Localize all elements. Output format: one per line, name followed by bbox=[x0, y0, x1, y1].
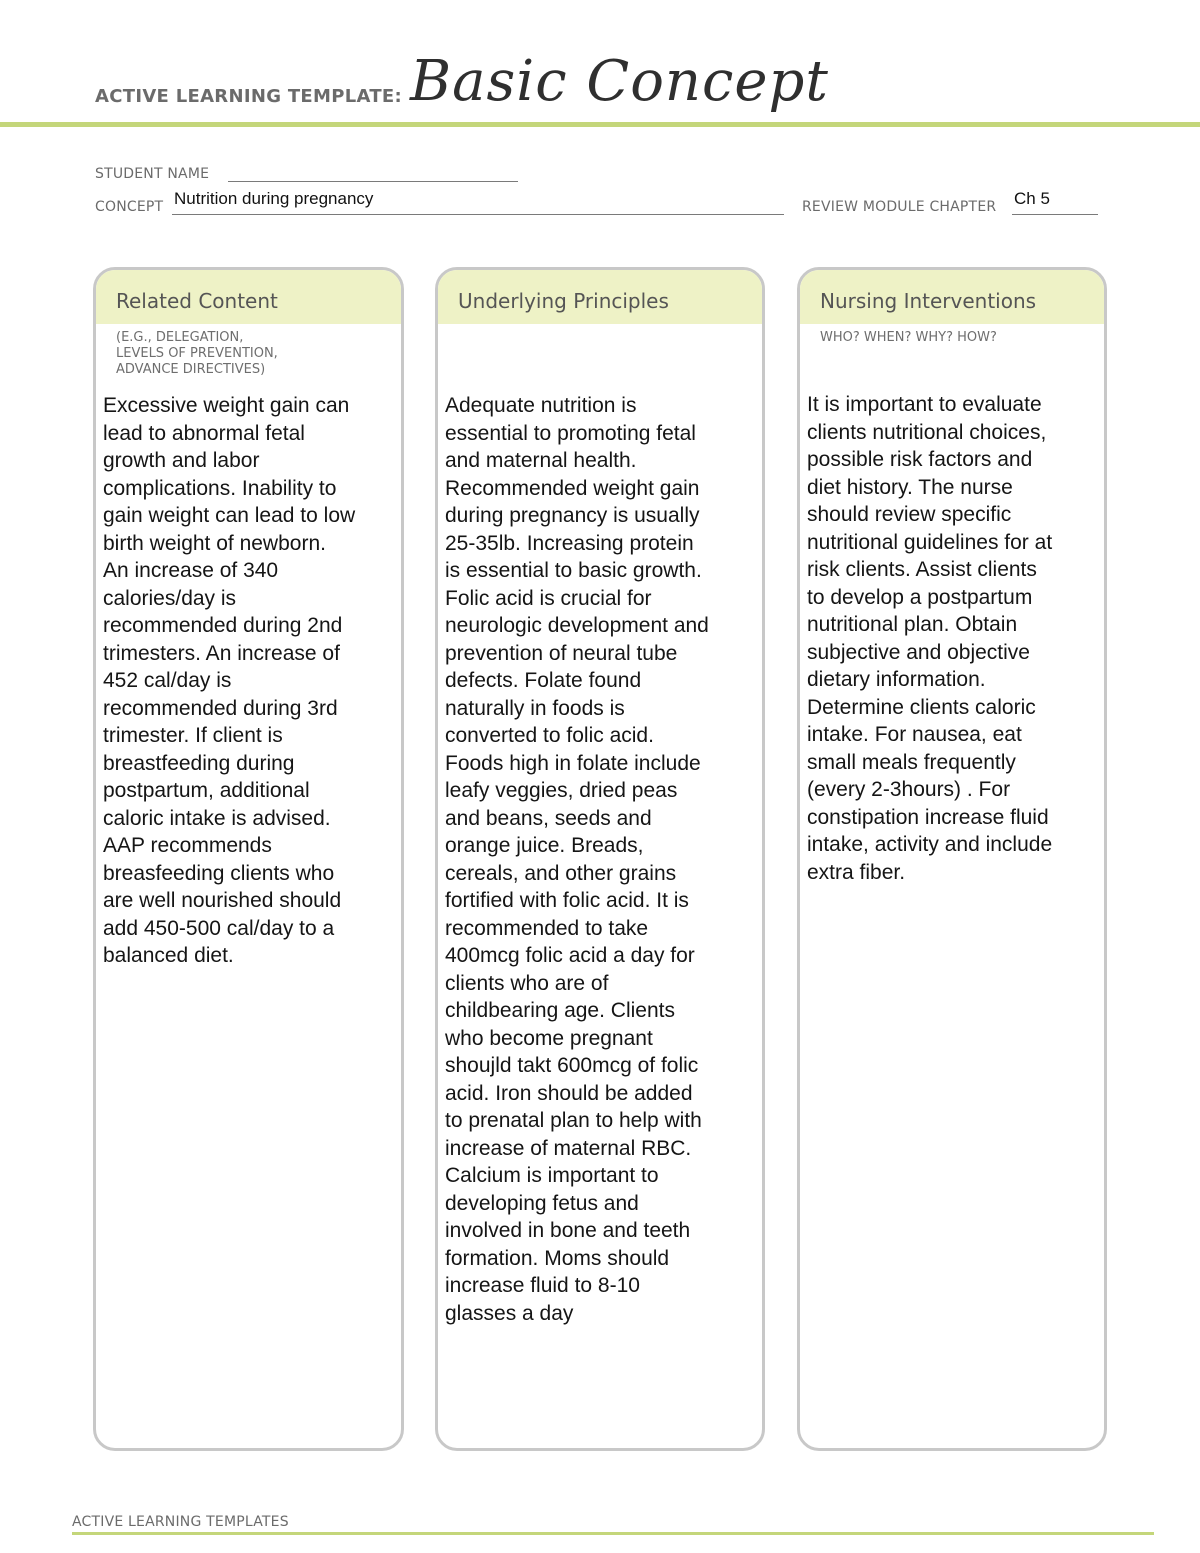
concept-label: CONCEPT bbox=[95, 199, 164, 215]
underlying-principles-body[interactable]: Adequate nutrition is essential to promoting fetal and maternal health. Recommended weight gain during pregnancy is usually 25-35lb. Increasing protein is essential to basic growth. Folic acid is crucial for neurologic development and prevention of neural tube defects. Folate found naturally in foods is converted to folic acid. Foods high in folate include leafy veggies, dried peas and beans, seeds and orange juice. Breads, cereals, and other grains fortified with folic acid. It is recommended to take 400mcg folic acid a day for clients who are of childbearing age. Clients who become pregnant shoujld takt 600mcg of folic acid. Iron should be added to prenatal plan to help with increase of maternal RBC. Calcium is important to developing fetus and involved in bone and teeth formation. Moms should increase fluid to 8-10 glasses a day bbox=[445, 394, 709, 1325]
related-content-header bbox=[96, 270, 401, 324]
underlying-principles-title: Underlying Principles bbox=[458, 289, 669, 313]
related-content-body[interactable]: Excessive weight gain can lead to abnormal fetal growth and labor complications. Inability to gain weight can lead to low birth weight of newborn. An increase of 340 calories/day is recommended during 2nd trimesters. An increase of 452 cal/day is recommended during 3rd trimester. If client is breastfeeding during postpartum, additional caloric intake is advised. AAP recommends breasfeeding clients who are well nourished should add 450-500 cal/day to a balanced diet. bbox=[103, 394, 356, 967]
related-content-subtitle: (E.G., DELEGATION, LEVELS OF PREVENTION, ADVANCE DIRECTIVES) bbox=[116, 330, 278, 377]
chapter-field[interactable]: Ch 5 bbox=[1014, 189, 1050, 208]
underlying-principles-card bbox=[435, 267, 765, 1451]
nursing-interventions-title: Nursing Interventions bbox=[820, 289, 1037, 313]
page-title: Basic Concept bbox=[410, 49, 829, 114]
chapter-label: REVIEW MODULE CHAPTER bbox=[802, 199, 997, 215]
related-content-card bbox=[93, 267, 404, 1451]
student-name-label: STUDENT NAME bbox=[95, 166, 210, 182]
underlying-principles-header bbox=[438, 270, 762, 324]
footer-label: ACTIVE LEARNING TEMPLATES bbox=[72, 1514, 289, 1530]
footer-divider bbox=[72, 1532, 1154, 1535]
template-prefix: ACTIVE LEARNING TEMPLATE: bbox=[95, 86, 402, 107]
nursing-interventions-card bbox=[797, 267, 1107, 1451]
header-divider bbox=[0, 122, 1200, 127]
student-name-line bbox=[228, 181, 518, 182]
concept-field[interactable]: Nutrition during pregnancy bbox=[174, 189, 374, 208]
nursing-interventions-header bbox=[800, 270, 1104, 324]
chapter-line bbox=[1012, 214, 1098, 215]
nursing-interventions-body[interactable]: It is important to evaluate clients nutritional choices, possible risk factors and diet history. The nurse should review specific nutritional guidelines for at risk clients. Assist clients to develop a postpartum nutritional plan. Obtain subjective and objective dietary information. Determine clients caloric intake. For nausea, eat small meals frequently (every 2-3hours) . For constipation increase fluid intake, activity and include extra fiber. bbox=[807, 393, 1053, 884]
related-content-title: Related Content bbox=[116, 289, 278, 313]
nursing-interventions-subtitle: WHO? WHEN? WHY? HOW? bbox=[820, 330, 997, 345]
concept-line bbox=[172, 214, 784, 215]
